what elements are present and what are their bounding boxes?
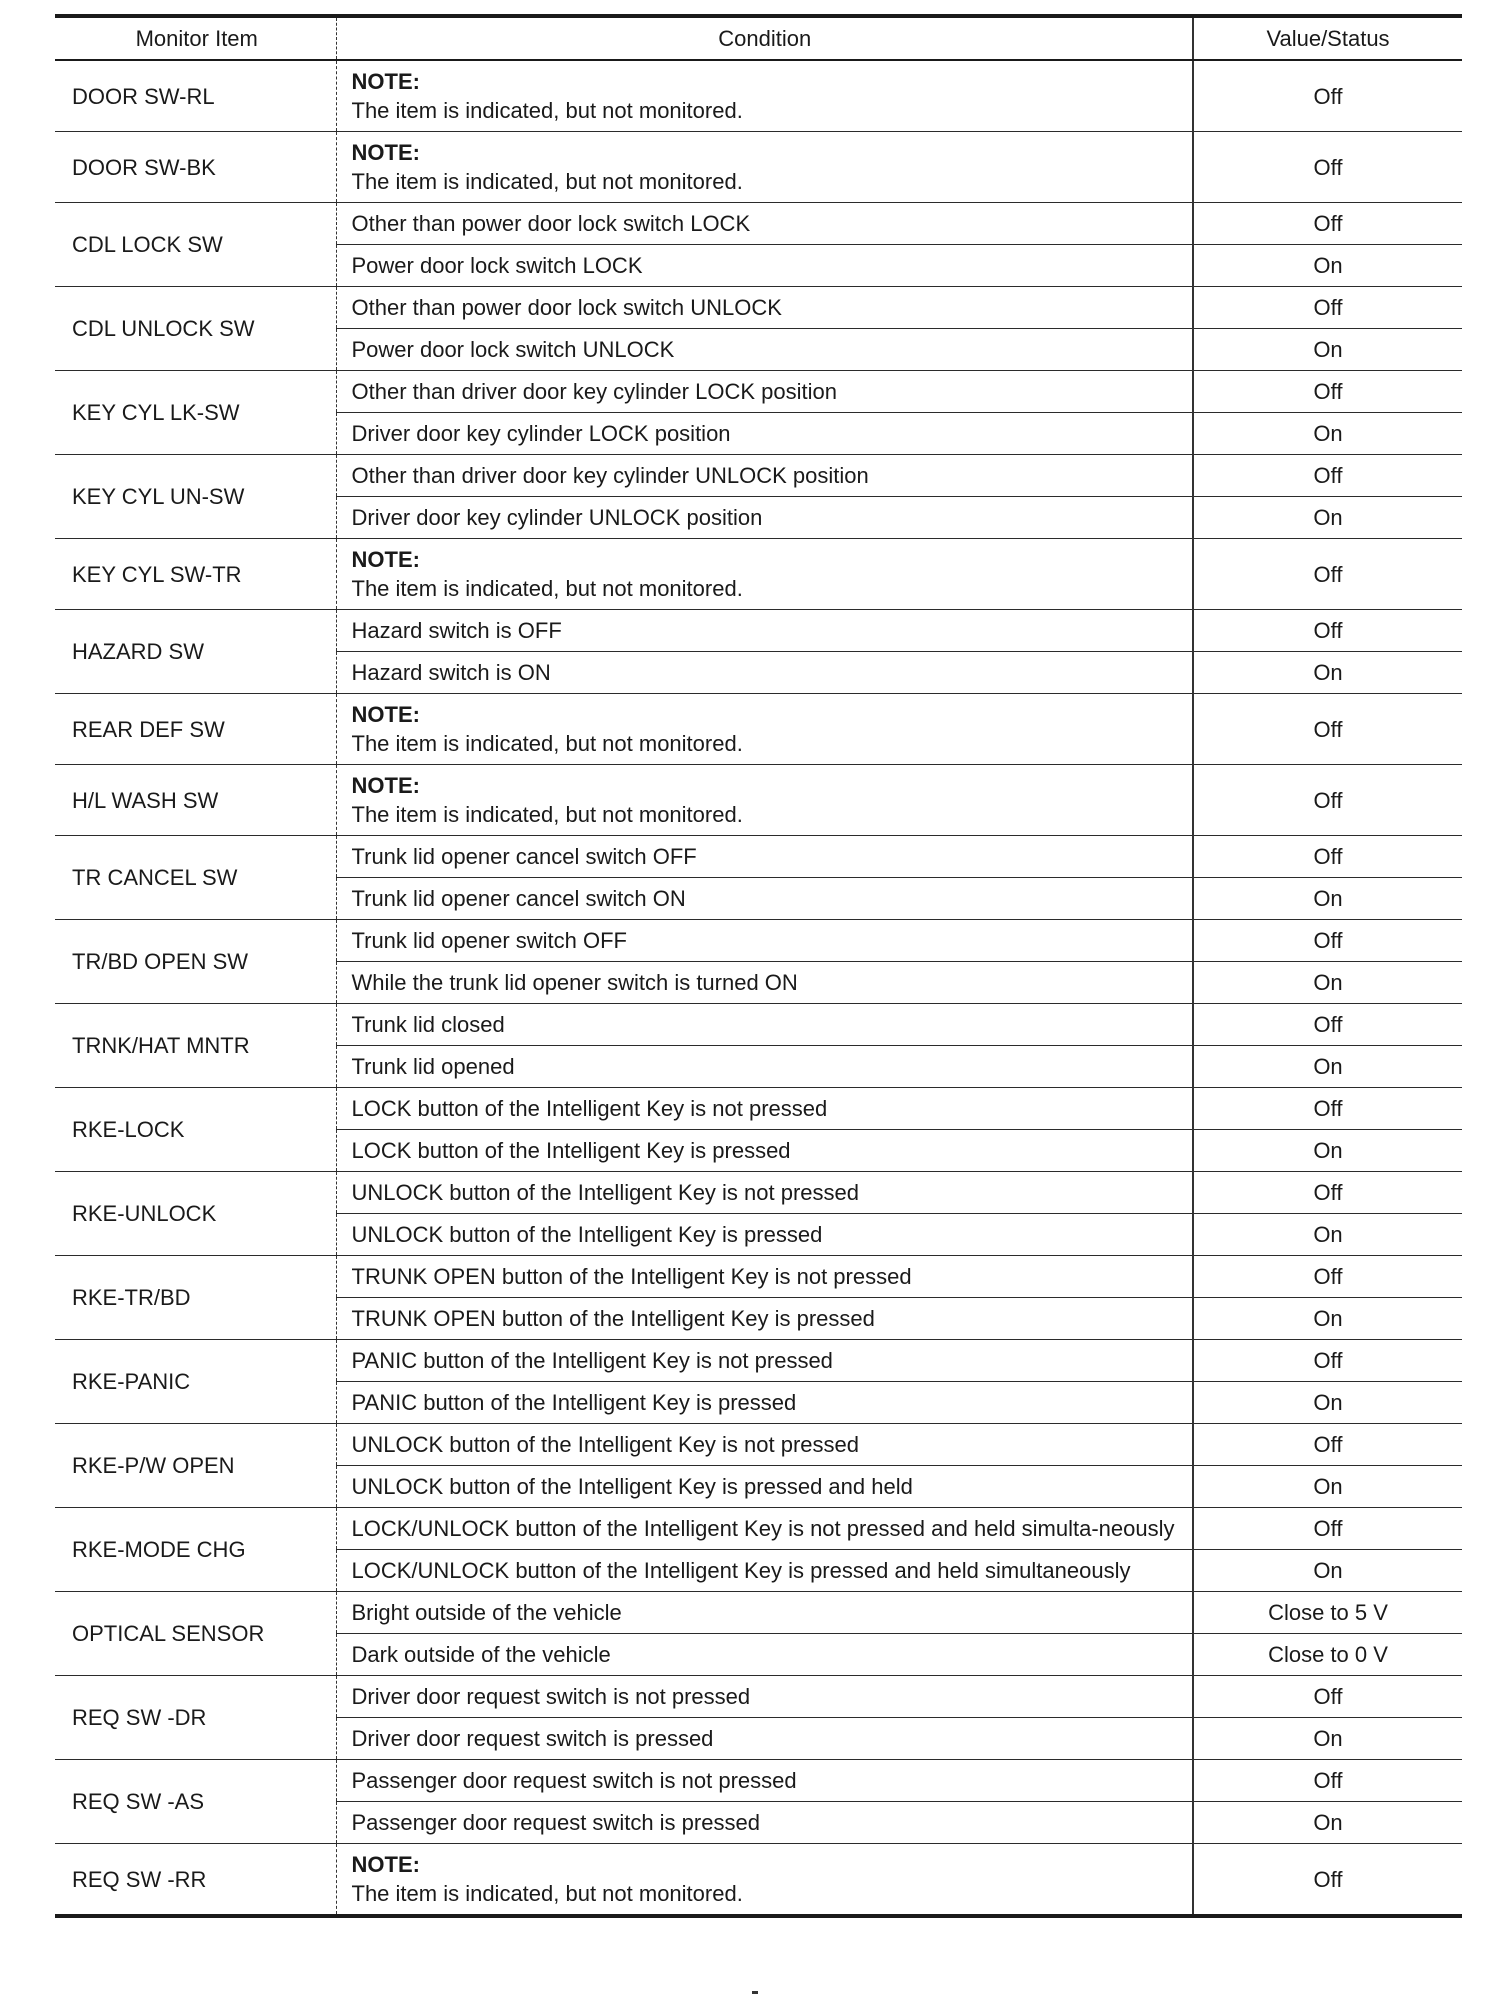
table-row: [55, 1592, 1462, 1634]
table-row: [55, 539, 1462, 610]
value-status-cell: Off: [1193, 1256, 1462, 1298]
value-status-cell: Off: [1193, 610, 1462, 652]
value-status-cell: On: [1193, 1382, 1462, 1424]
value-status-cell: On: [1193, 1214, 1462, 1256]
condition-cell: Hazard switch is ON: [336, 652, 1193, 694]
table-row: [55, 287, 1462, 329]
condition-cell: Other than driver door key cylinder LOCK position: [336, 371, 1193, 413]
note-label: NOTE:: [351, 702, 420, 727]
note-label: NOTE:: [351, 69, 420, 94]
value-status-cell: Off: [1193, 765, 1462, 836]
header-monitor-item: Monitor Item: [55, 16, 336, 60]
table-row: [55, 1508, 1462, 1550]
monitor-item-cell: REQ SW -RR: [55, 1844, 336, 1917]
table-row: [55, 765, 1462, 836]
condition-cell: PANIC button of the Intelligent Key is not pressed: [336, 1340, 1193, 1382]
value-status-cell: Off: [1193, 1760, 1462, 1802]
value-status-cell: Off: [1193, 287, 1462, 329]
table-row: [55, 920, 1462, 962]
condition-cell: [336, 60, 1193, 132]
condition-cell: Hazard switch is OFF: [336, 610, 1193, 652]
condition-cell: Passenger door request switch is pressed: [336, 1802, 1193, 1844]
condition-cell: While the trunk lid opener switch is turned ON: [336, 962, 1193, 1004]
note-text: The item is indicated, but not monitored.: [351, 169, 743, 194]
condition-cell: Other than power door lock switch UNLOCK: [336, 287, 1193, 329]
monitor-item-cell: RKE-MODE CHG: [55, 1508, 336, 1592]
monitor-item-cell: DOOR SW-RL: [55, 60, 336, 132]
condition-cell: Driver door key cylinder UNLOCK position: [336, 497, 1193, 539]
monitor-item-cell: KEY CYL LK-SW: [55, 371, 336, 455]
value-status-cell: Off: [1193, 1424, 1462, 1466]
value-status-cell: Off: [1193, 836, 1462, 878]
condition-cell: [336, 765, 1193, 836]
value-status-cell: Off: [1193, 1676, 1462, 1718]
monitor-item-cell: TR CANCEL SW: [55, 836, 336, 920]
condition-cell: Power door lock switch LOCK: [336, 245, 1193, 287]
value-status-cell: On: [1193, 962, 1462, 1004]
condition-cell: Other than driver door key cylinder UNLOCK position: [336, 455, 1193, 497]
value-status-cell: On: [1193, 245, 1462, 287]
note-text: The item is indicated, but not monitored.: [351, 802, 743, 827]
condition-cell: [336, 539, 1193, 610]
table-row: [55, 60, 1462, 132]
value-status-cell: On: [1193, 329, 1462, 371]
condition-cell: LOCK/UNLOCK button of the Intelligent Key is pressed and held simultaneously: [336, 1550, 1193, 1592]
value-status-cell: Off: [1193, 694, 1462, 765]
value-status-cell: Off: [1193, 1508, 1462, 1550]
condition-cell: [336, 694, 1193, 765]
note-label: NOTE:: [351, 547, 420, 572]
note-text: The item is indicated, but not monitored.: [351, 731, 743, 756]
condition-cell: LOCK/UNLOCK button of the Intelligent Key is not pressed and held simulta-neously: [336, 1508, 1193, 1550]
monitor-item-cell: CDL UNLOCK SW: [55, 287, 336, 371]
table-row: [55, 1676, 1462, 1718]
table-row: [55, 132, 1462, 203]
table-row: [55, 694, 1462, 765]
note-text: The item is indicated, but not monitored.: [351, 1881, 743, 1906]
value-status-cell: On: [1193, 413, 1462, 455]
condition-cell: [336, 1844, 1193, 1917]
condition-cell: Driver door request switch is pressed: [336, 1718, 1193, 1760]
value-status-cell: Off: [1193, 371, 1462, 413]
condition-cell: Trunk lid opener switch OFF: [336, 920, 1193, 962]
table-row: [55, 1340, 1462, 1382]
value-status-cell: Off: [1193, 1340, 1462, 1382]
monitor-item-cell: RKE-P/W OPEN: [55, 1424, 336, 1508]
monitor-item-table: [55, 14, 1462, 1918]
monitor-item-cell: REQ SW -AS: [55, 1760, 336, 1844]
table-row: [55, 836, 1462, 878]
value-status-cell: On: [1193, 1046, 1462, 1088]
value-status-cell: On: [1193, 652, 1462, 694]
table-header-row: [55, 16, 1462, 60]
condition-cell: Bright outside of the vehicle: [336, 1592, 1193, 1634]
note-text: The item is indicated, but not monitored.: [351, 98, 743, 123]
value-status-cell: Off: [1193, 132, 1462, 203]
monitor-item-cell: TRNK/HAT MNTR: [55, 1004, 336, 1088]
value-status-cell: Off: [1193, 1172, 1462, 1214]
condition-cell: Dark outside of the vehicle: [336, 1634, 1193, 1676]
monitor-item-cell: TR/BD OPEN SW: [55, 920, 336, 1004]
value-status-cell: On: [1193, 1802, 1462, 1844]
monitor-item-cell: CDL LOCK SW: [55, 203, 336, 287]
note-label: NOTE:: [351, 140, 420, 165]
condition-cell: PANIC button of the Intelligent Key is pressed: [336, 1382, 1193, 1424]
table-row: [55, 371, 1462, 413]
condition-cell: Driver door request switch is not pressed: [336, 1676, 1193, 1718]
condition-cell: LOCK button of the Intelligent Key is pressed: [336, 1130, 1193, 1172]
table-row: [55, 1004, 1462, 1046]
monitor-item-cell: RKE-TR/BD: [55, 1256, 336, 1340]
table-row: [55, 1256, 1462, 1298]
monitor-item-cell: RKE-UNLOCK: [55, 1172, 336, 1256]
condition-cell: Trunk lid opener cancel switch ON: [336, 878, 1193, 920]
condition-cell: Driver door key cylinder LOCK position: [336, 413, 1193, 455]
monitor-item-cell: H/L WASH SW: [55, 765, 336, 836]
table-row: [55, 455, 1462, 497]
monitor-item-cell: REAR DEF SW: [55, 694, 336, 765]
table-row: [55, 203, 1462, 245]
table-body: [55, 60, 1462, 1916]
value-status-cell: Off: [1193, 455, 1462, 497]
table-row: [55, 1172, 1462, 1214]
table-row: [55, 1760, 1462, 1802]
monitor-item-cell: RKE-LOCK: [55, 1088, 336, 1172]
condition-cell: [336, 132, 1193, 203]
note-label: NOTE:: [351, 1852, 420, 1877]
page-mark: [752, 1991, 758, 1994]
header-condition: Condition: [336, 16, 1193, 60]
condition-cell: UNLOCK button of the Intelligent Key is not pressed: [336, 1172, 1193, 1214]
note-text: The item is indicated, but not monitored.: [351, 576, 743, 601]
condition-cell: Trunk lid opened: [336, 1046, 1193, 1088]
value-status-cell: Off: [1193, 203, 1462, 245]
value-status-cell: Close to 0 V: [1193, 1634, 1462, 1676]
value-status-cell: Off: [1193, 1844, 1462, 1917]
condition-cell: LOCK button of the Intelligent Key is not pressed: [336, 1088, 1193, 1130]
condition-cell: Power door lock switch UNLOCK: [336, 329, 1193, 371]
condition-cell: TRUNK OPEN button of the Intelligent Key is pressed: [336, 1298, 1193, 1340]
condition-cell: Passenger door request switch is not pressed: [336, 1760, 1193, 1802]
value-status-cell: Off: [1193, 920, 1462, 962]
condition-cell: Trunk lid opener cancel switch OFF: [336, 836, 1193, 878]
table-row: [55, 1424, 1462, 1466]
condition-cell: UNLOCK button of the Intelligent Key is pressed: [336, 1214, 1193, 1256]
value-status-cell: On: [1193, 1466, 1462, 1508]
monitor-item-cell: HAZARD SW: [55, 610, 336, 694]
table-row: [55, 610, 1462, 652]
condition-cell: TRUNK OPEN button of the Intelligent Key is not pressed: [336, 1256, 1193, 1298]
note-label: NOTE:: [351, 773, 420, 798]
monitor-item-cell: KEY CYL UN-SW: [55, 455, 336, 539]
table-row: [55, 1088, 1462, 1130]
value-status-cell: On: [1193, 1130, 1462, 1172]
value-status-cell: Close to 5 V: [1193, 1592, 1462, 1634]
value-status-cell: Off: [1193, 1004, 1462, 1046]
value-status-cell: On: [1193, 1550, 1462, 1592]
header-value-status: Value/Status: [1193, 16, 1462, 60]
monitor-item-cell: KEY CYL SW-TR: [55, 539, 336, 610]
condition-cell: Trunk lid closed: [336, 1004, 1193, 1046]
monitor-item-cell: RKE-PANIC: [55, 1340, 336, 1424]
monitor-item-cell: OPTICAL SENSOR: [55, 1592, 336, 1676]
condition-cell: UNLOCK button of the Intelligent Key is not pressed: [336, 1424, 1193, 1466]
value-status-cell: On: [1193, 1718, 1462, 1760]
value-status-cell: On: [1193, 1298, 1462, 1340]
value-status-cell: Off: [1193, 60, 1462, 132]
monitor-item-cell: REQ SW -DR: [55, 1676, 336, 1760]
value-status-cell: On: [1193, 878, 1462, 920]
value-status-cell: Off: [1193, 539, 1462, 610]
table-row: [55, 1844, 1462, 1917]
value-status-cell: On: [1193, 497, 1462, 539]
condition-cell: Other than power door lock switch LOCK: [336, 203, 1193, 245]
value-status-cell: Off: [1193, 1088, 1462, 1130]
monitor-item-cell: DOOR SW-BK: [55, 132, 336, 203]
condition-cell: UNLOCK button of the Intelligent Key is pressed and held: [336, 1466, 1193, 1508]
